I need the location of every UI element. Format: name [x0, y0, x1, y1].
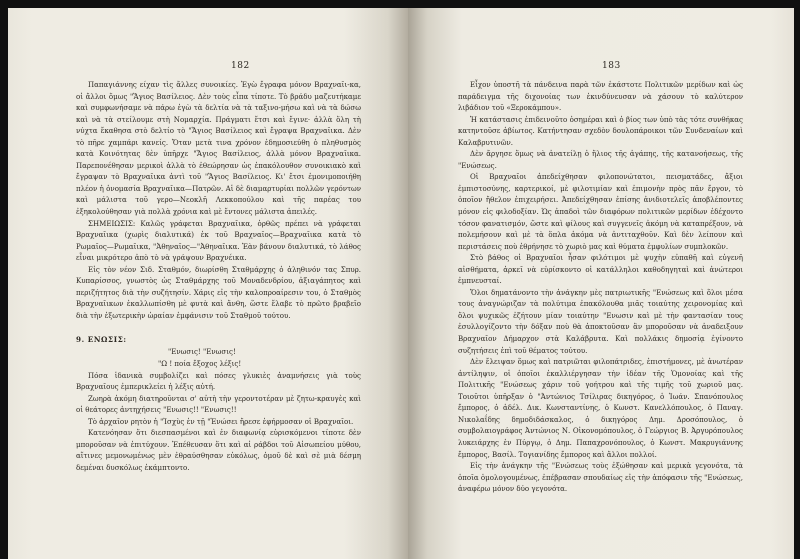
- paragraph: Τὸ ἀρχαῖον ρητὸν ἡ "Ἰσχὺς ἐν τῇ "Ἑνώσει ἤρεσε ἐφήρμοσαν οἱ Βραχναῖοι.: [88, 416, 354, 426]
- paragraph: Δὲν ἔλειψαν ὅμως καὶ πατριῶται φιλοπάτριδες, ἐπιστήμονες, μὲ ἀνωτέραν ἀντίληψιν, οἱ ὁποῖοι ἐκαλλιέργησαν τὴν ἰδέαν τῆς Ὁμονοίας καὶ τῆς Πολιτικῆς "Ενώσεως χάριν τοῦ γοήτρου καὶ τῆς τιμῆς τοῦ χωριοῦ μας. Τοιοῦτοι ὑπῆρξαν ὁ "Ἀντώνιος Τσίλιρας δικηγόρος, ὁ Ἰωάν. Σπανόπουλος ἔμπορος, ὁ ἀδέλ. Δικ. Κωνσταντίνης, ὁ Κωνστ. Κανελλόπουλος, ὁ Παναγ. Νικολαΐδης δημοδιδάσκαλος, ὁ δικηγόρος Δημ. Δροσόπουλος, ὁ συμβολαιογράφος Ἀντώνιος Ν. Οἰκονομόπουλος, ὁ Γεώργιος Β. Ἀργυρόπουλος λυκειάρχης ἐν Πύργῳ, ὁ Δημ. Παπαχρονόπουλος, ὁ Κωνστ. Μακρυγιάννης ἔμπορος, Βασίλ. Τογιανίδης ἔμπορος καὶ ἄλλοι πολλοί.: [458, 357, 743, 459]
- paragraph: Οἱ Βραχναῖοι ἀπεδείχθησαν φιλοπονώτατοι, πεισματάδες, ἄξιοι ἐμπιστοσύνης, καρτερικοί, μὲ φιλοτιμίαν καὶ ἐπιμονὴν πρὸς πᾶν ἔργον, τὸ ὁποῖον ἤθελον ἐπιχειρήσει. Ἀπεδείχθησαν ἐπίσης ἀνιδιοτελεῖς ἀποβλέποντες μόνον εἰς φιλοδοξίαν. Ὡς ἀπαδοὶ τῶν διαφόρων πολιτικῶν μερίδων ἐδέχοντο τόσον φανατισμόν, ὥστε καὶ φίλους καὶ συγγενεῖς ἀκόμη νὰ καταπρέξουν, νὰ πολεμήσουν καὶ μὲ τὰ ὅπλα ἀκόμα νὰ ἀντιταχθοῦν. Καὶ δὲν λείπουν καὶ περιστάσεις ποὺ ἐθρήνησε τὸ χωριὸ μας καὶ θύματα ἐμφυλίων συμπλοκῶν.: [458, 172, 743, 251]
- paragraph: Εἰς τὸν νέον Σιδ. Σταθμόν, διωρίσθη Σταθμάρχης ὁ ἀληθινόν τας Σπυρ. Κυπαρίσσος, γνωστὸς ὡς Σταθμάρχης τοῦ Μοναδενδρίου, ἀξιαγάπητος καὶ περιζήτητος διὰ τὴν συζήτησίν. Χάρις εἰς τὴν καλοπροαίρεσιν του, ὁ Σταθμὸς Βραχναῖικων ἐκαλλωπίσθη μὲ φυτὰ καὶ ἄνθη, ὥστε ἔλαβε τὸ πρῶτο βραβεῖο διὰ τὴν ἐξωτερικὴν ὡραίαν ἐμφάνισιν τοῦ Σταθμοῦ τούτου.: [76, 264, 361, 320]
- page-number-right: 183: [602, 61, 621, 71]
- paragraph: Παπαγιάννης είχαν τὶς ἄλλες συνοικίες. Ἐγὼ ἔγραφα μόνον Βραχναῖι-κα, οἱ ἄλλοι ὅμως "Ἅγιος Βασίλειος. Δὲν τοὺς εἶπα τίποτε. Τὸ βράδυ μαζευτήκαμε καὶ συμφωνήσαμε νὰ πάρω ἐγὼ τὰ δελτία νὰ τὰ ταξινο-μήσω καὶ νὰ τὰ δώσω καὶ νὰ τὰ στείλουμε στὴ Νομαρχία. Πράγματι ἔτσι καὶ ἔγινε· ἀλλὰ ὅλη τὴ νύχτα ἔκαθησα στὸ δελτίο τὸ "Ἅγιος Βασίλειος καὶ ἔγραψα Βραχναῖικα. Δὲν τὸ πῆρε χαμπάρι κανείς. Ὅταν μετὰ τινα χρόνον ἐδημοσιεύθη ὁ πληθυσμὸς κατὰ Κοινότητας δὲν ὑπῆρχε "Ἅγιος Βασίλειος, ἀλλὰ μόνον Βραχναῖικα. Παρεπονέθησαν μερικοὶ ἀλλὰ τὸ ἐθεώρησαν ὡς ἐπακόλουθον συνοικιακὸ καὶ ἔγραψαν τὸ Βραχναῖικα ἀντὶ τοῦ "Ἅγιος Βασίλειος. Κι' ἔτσι ἐμονιμοποιήθη πλέον ἡ ὀνομασία Βραχναῖικα—Πατρῶν. Αἱ δὲ διαμαρτυρίαι πολλῶν γερόντων καὶ μάλιστα τοῦ γερο—Νεοκλῆ Λεκκοπούλου καὶ τῆς παρέας του ἐξηκολούθησαν γιὰ πολλὰ χρόνια καὶ μὲ ἔντονες μάλιστα ἀπειλές.: [76, 80, 361, 217]
- right-page-text: [458, 79, 743, 495]
- exclamation-line: "Ενωσις! "Ενωσις!: [168, 347, 236, 357]
- paragraph: Στὸ βάθος οἱ Βραχναῖοι ἦσαν φιλότιμοι μὲ ψυχὴν εὐπαθῆ καὶ εὐγενῆ αἰσθήματα, ἀρκεῖ νὰ εὑρίσκοντο οἱ κατάλληλοι καθοδηγηταὶ καὶ ἀνώτεροι ἐμπνευσταί.: [458, 253, 743, 286]
- paragraph: Ἡ κατάστασις ἐπιδεινοῦτο ὁσημέραι καὶ ὁ βίος των ὑπὸ τὰς τότε συνθήκας κατηντοῦσε ἀβίωτος. Κατήντησαν σχεδὸν δουλοπάροικοι τῶν Συνδεναίων καὶ Καλαβρυτινῶν.: [458, 114, 743, 147]
- right-page: [408, 8, 794, 559]
- paragraph: Δὲν ἄργησε ὅμως νὰ ἀνατείλῃ ὁ ἥλιος τῆς ἀγάπης, τῆς κατανοήσεως, τῆς "Ενώσεως.: [458, 149, 743, 170]
- paragraph: Κατενόησαν ὅτι διεσπασμένοι καὶ ἐν διαφωνίᾳ εὑρισκόμενοι τίποτε δὲν μποροῦσαν νὰ ἐπιτύχουν. Ἐπέθευσαν ὅτι καὶ αἱ ράβδοι τοῦ Αἰσωπείου μύθου, αἵτινες μεμονωμένως μὲν ἐθραύσθησαν εὐκόλως, ὁμοῦ δὲ καὶ σὲ μιὰ δέσμη δεμέναι δυσκόλως ἐκάμπτοντο.: [76, 428, 361, 472]
- paragraph: Εἰς τὴν ἀνάγκην τῆς "Ενώσεως τοὺς ἐξώθησαν καὶ μερικὰ γεγονότα, τὰ ὁποῖα ὁμολογουμένως, ἐπέβρασαν σπουδαίως εἰς τὴν ἀπόφασιν τῆς "Ενώσεως, ἀναφέρω μόνον δύο γεγονότα.: [458, 461, 743, 494]
- paragraph: Πόσα ἱδανικὰ συμβολίζει καὶ πόσες γλυκιὲς ἀναμνήσεις γιὰ τοὺς Βραχναῖους ἐμπερικλείει ἡ λέξις αὐτή.: [76, 370, 361, 392]
- note-paragraph: ΣΗΜΕΙΩΣΙΣ: Καλῶς γράφεται Βραχναῖικα, ὀρθῶς πρέπει νὰ γράφεται Βραχναῖικα (χωρὶς διαλυτικά) ἐκ τοῦ Βραχναῖος—Βραχναῖικα κατὰ τὸ Ρωμαῖος—Ρωμαῖικα, "Ἀθηναῖος—"Ἀθηναῖικα. Ἐὰν βάνουν διαλυτικά, τὸ λάθος εἶναι μικρότερο ἀπὸ τὸ νὰ γράψουν Βραχνέικα.: [76, 218, 361, 263]
- paragraph: Ζωηρὰ ἀκόμη διατηροῦνται σ' αὐτὴ τὴν γεροντοτέραν μὲ ζητω-κραυγὲς καὶ οἱ θεάτορες ἀντηχήσεις "Ενωσις!! "Ενωσις!!: [76, 393, 361, 415]
- left-page: [8, 8, 408, 559]
- paragraph: Εἶχον ὑποστῆ τὰ πάνδεινα παρὰ τῶν ἑκάστοτε Πολιτικῶν μερίδων καὶ ὡς παράδειγμα τῆς διχονοίας των ἐκινδύνευσαν νὰ χάσουν τὸ καλύτερον λιβάδιον τοῦ «Ξεροκάμπου».: [458, 80, 743, 113]
- section-heading: 9. ΕΝΩΣΙΣ:: [76, 335, 127, 345]
- page-number-left: 182: [231, 61, 250, 71]
- paragraph: Ὅλοι δηματάνοντο τὴν ἀνάγκην μὲς πατριωτικῆς "Ενώσεως καὶ ὅλοι μέσα τους ἀναγνώριζαν τὰ πολύτιμα ἐπακόλουθα μιᾶς τοιαύτης χειρονομίας καὶ ὅλοι ψυχικῶς ἐζήτουν μίαν τοιαύτην "Ενωσιν καὶ μὲ τὴν φαντασίαν τους ἐσυλλογίζοντο τὴν δόξαν ποὺ θὰ ἀποκτοῦσαν ἂν μποροῦσαν νὰ ἀναδειξουν Βραχναῖον Δήμαρχον στὰ Καλάβρυτα. Καὶ πολλάκις δημοσίᾳ ἐγίνοντο συζητήσεις ἐπὶ τοῦ θέματος τούτου.: [458, 287, 743, 355]
- left-page-text: [76, 79, 361, 474]
- exclamation-line: "Ω ! ποία ἔξοχος λέξις!: [158, 359, 242, 369]
